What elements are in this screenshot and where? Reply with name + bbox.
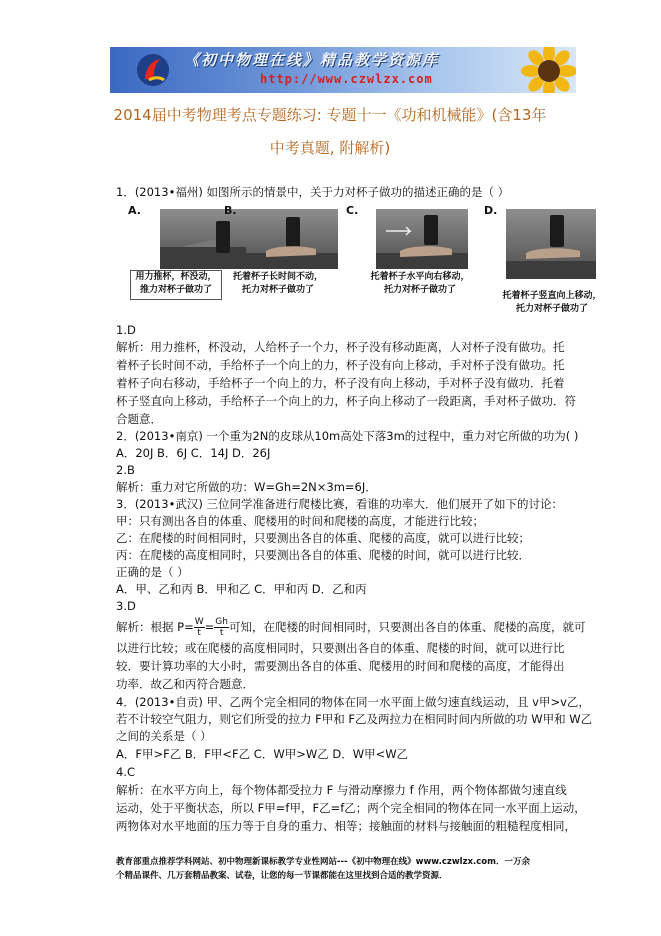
q3-analysis-line: 较．要计算功率的大小时，需要测出各自的体重、爬楼用的时间和爬楼的高度，才能得出 xyxy=(116,659,565,673)
q1-option-a-letter: A. xyxy=(128,204,141,217)
q3-analysis-line: 功率．故乙和丙符合题意． xyxy=(116,677,254,691)
q3-statement-bing: 丙：在爬楼的高度相同时，只要测出各自的体重、爬楼的时间，就可以进行比较． xyxy=(116,548,530,562)
q4-analysis-line: 运动，处于平衡状态，所以 F甲=f甲，F乙=f乙；两个完全相同的物体在同一水平面上运动， xyxy=(116,801,586,815)
q2-analysis: 解析：重力对它所做的功：W=Gh=2N×3m=6J． xyxy=(116,480,377,494)
q3-statement-yi: 乙：在爬楼的时间相同时，只要测出各自的体重、爬楼的高度，就可以进行比较； xyxy=(116,531,530,545)
q1-option-d-caption-1: 托着杯子竖直向上移动， xyxy=(502,291,602,301)
sunflower-icon xyxy=(518,47,576,93)
question-3-stem: 3．(2013•武汉) 三位同学准备进行爬楼比赛，看谁的功率大．他们展开了如下的讨论： xyxy=(116,497,563,511)
q1-option-c-caption-1: 托着杯子水平向右移动， xyxy=(370,272,470,282)
question-1-stem: 1．(2013•福州) 如图所示的情景中，关于力对杯子做功的描述正确的是（ ） xyxy=(116,185,510,199)
banner-url[interactable]: http://www.czwlzx.com xyxy=(260,72,433,86)
question-4-stem: 4．(2013•自贡) 甲、乙两个完全相同的物体在同一水平面上做匀速直线运动，且 v甲>v乙， xyxy=(116,695,590,709)
q1-option-a-caption-2: 推力对杯子做功了 xyxy=(139,285,212,295)
question-4-stem-3: 之间的关系是（ ） xyxy=(116,729,212,743)
formula-fraction-w-over-t: $\frac{W}{t}$ xyxy=(194,617,204,638)
q4-analysis-line: 两物体对水平地面的压力等于自身的重力、相等；接触面的材料与接触面的粗糙程度相同， xyxy=(116,819,576,833)
site-banner xyxy=(110,47,576,93)
site-logo-icon xyxy=(136,53,170,87)
q3-options: A．甲、乙和丙 B．甲和乙 C．甲和丙 D．乙和丙 xyxy=(116,582,367,596)
q1-analysis-line: 着杯子长时间不动，手给杯子一个向上的力，杯子没有向上移动，手对杯子没有做功。托 xyxy=(116,358,565,372)
question-4-stem-2: 若不计较空气阻力，则它们所受的拉力 F甲和 F乙及两拉力在相同时间内所做的功 W甲和 W乙 xyxy=(116,712,593,726)
q2-answer: 2.B xyxy=(116,463,135,477)
document-title-line2: 中考真题, 附解析) xyxy=(269,139,391,157)
q3-analysis-line: 以进行比较；或在爬楼的高度相同时，只要测出各自的体重、爬楼的时间，就可以进行比 xyxy=(116,641,565,655)
question-2-stem: 2．(2013•南京) 一个重为2N的皮球从10m高处下落3m的过程中，重力对它所做的功为( ) xyxy=(116,429,579,443)
q4-options: A．F甲>F乙 B．F甲<F乙 C．W甲>W乙 D．W甲<W乙 xyxy=(116,747,409,761)
q1-answer: 1.D xyxy=(116,323,136,337)
q3-answer: 3.D xyxy=(116,599,136,613)
q1-option-c-letter: C. xyxy=(346,204,359,217)
q1-analysis-line: 杯子竖直向上移动，手给杯子一个向上的力，杯子向上移动了一段距离，手对杯子做功．符 xyxy=(116,394,576,408)
q1-option-b-letter: B. xyxy=(224,204,237,217)
q1-option-b-photo xyxy=(246,209,338,269)
q1-option-b-caption-1: 托着杯子长时间不动， xyxy=(232,272,323,282)
q1-analysis-line: 解析：用力推杯，杯没动，人给杯子一个力，杯子没有移动距离，人对杯子没有做功。托 xyxy=(116,340,565,354)
q1-analysis-line: 合题意． xyxy=(116,412,162,426)
q3-analysis-tail: 可知，在爬楼的时间相同时，只要测出各自的体重、爬楼的高度，就可 xyxy=(228,620,586,634)
footer-line-2: 个精品课件、几万套精品教案、试卷，让您的每一节课都能在这里找到合适的教学资源． xyxy=(116,871,448,881)
banner-title: 《初中物理在线》精品教学资源库 xyxy=(184,51,440,69)
formula-fraction-gh-over-t: $\frac{Gh}{t}$ xyxy=(215,617,228,638)
q4-answer: 4.C xyxy=(116,765,136,779)
q1-analysis-line: 着杯子向右移动，手给杯子一个向上的力，杯子没有向上移动，手对杯子没有做功．托着 xyxy=(116,376,565,390)
q3-analysis-formula-line: 解析：根据 P= $\frac{W}{t}$ = $\frac{Gh}{t}$ 可知，在爬楼的时间相同时，只要测出各自的体重、爬楼的高度，就可 xyxy=(116,617,586,638)
q1-option-c-caption-2: 托力对杯子做功了 xyxy=(383,285,456,295)
q1-option-d-photo xyxy=(506,209,596,279)
q4-analysis-line: 解析：在水平方向上，每个物体都受拉力 F 与滑动摩擦力 f 作用，两个物体都做匀速直线 xyxy=(116,783,567,797)
q1-option-d-letter: D. xyxy=(484,204,498,217)
q1-option-a-photo xyxy=(160,209,252,269)
q3-prompt: 正确的是（ ） xyxy=(116,565,189,579)
document-title-line1: 2014届中考物理考点专题练习: 专题十一《功和机械能》(含13年 xyxy=(113,106,547,124)
q1-option-c-photo xyxy=(376,209,468,269)
q1-option-a-caption-1: 用力推杯，杯没动， xyxy=(135,272,217,282)
q1-option-b-caption-2: 托力对杯子做功了 xyxy=(241,285,314,295)
q3-statement-jia: 甲：只有测出各自的体重、爬楼用的时间和爬楼的高度，才能进行比较； xyxy=(116,514,484,528)
q2-options: A．20J B．6J C．14J D．26J xyxy=(116,446,271,460)
footer-line-1: 教育部重点推荐学科网站、初中物理新课标教学专业性网站---《初中物理在线》www.czwlzx.com．一万余 xyxy=(116,857,530,867)
q3-analysis-head: 解析：根据 P= xyxy=(116,620,194,634)
q1-option-d-caption-2: 托力对杯子做功了 xyxy=(515,304,588,314)
